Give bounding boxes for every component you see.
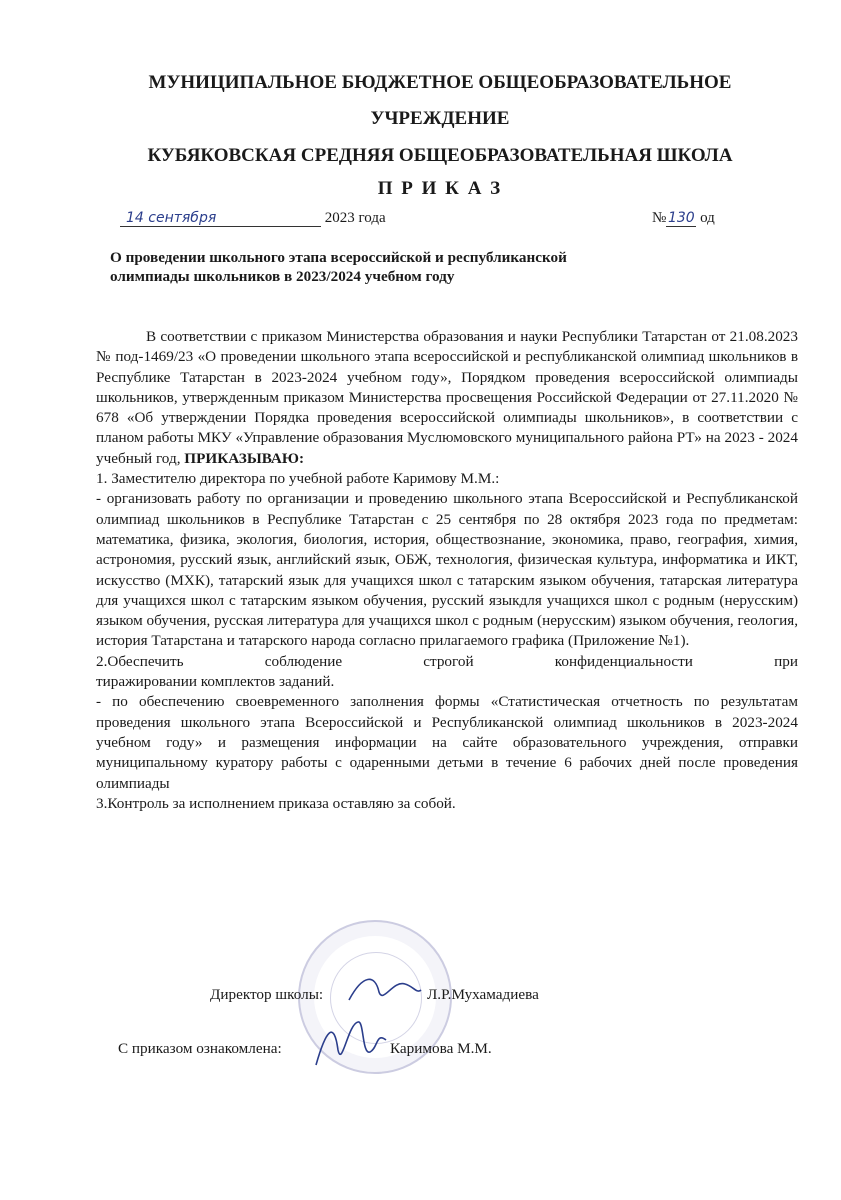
- order-date: [120, 210, 386, 227]
- item-1: 1. Заместителю директора по учебной работе Каримову М.М.:: [96, 470, 500, 488]
- director-label: Директор школы:: [210, 986, 324, 1003]
- handwritten-number: 130: [667, 210, 695, 226]
- order-word: ПРИКАЗЫВАЮ:: [184, 449, 305, 467]
- item-2-text: - по обеспечению своевременного заполнения формы «Статистическая отчетность по результатам проведения школьного этапа Всероссийской и Республиканской олимпиад школьников в 2023-2024 учебном году» и размещения информации на сайте образовательного учреждения, отправки муниципальному куратору работы с одаренными детьми в течение 6 рабочих дней после проведения олимпиады: [96, 693, 798, 792]
- header-school-name: КУБЯКОВСКАЯ СРЕДНЯЯ ОБЩЕОБРАЗОВАТЕЛЬНАЯ ШКОЛА: [147, 145, 733, 166]
- document-title: П Р И К А З: [377, 178, 503, 199]
- acquainted-label: С приказом ознакомлена:: [118, 1040, 282, 1057]
- number-suffix: од: [700, 210, 715, 226]
- date-year: 2023 года: [324, 210, 386, 226]
- header-line-2: УЧРЕЖДЕНИЕ: [370, 108, 510, 129]
- item-3: 3.Контроль за исполнением приказа оставляю за собой.: [96, 794, 456, 812]
- director-signature: [345, 970, 425, 1010]
- acquainted-name: Каримова М.М.: [390, 1040, 492, 1057]
- intro-text: В соответствии с приказом Министерства образования и науки Республики Татарстан от 21.08.2023 № под-1469/23 «О проведении школьного этапа всероссийской и республиканской олимпиад школьников в Республике Татарстан в 2023-2024 учебном году», Порядком проведения всероссийской олимпиады школьников, утвержденным приказом Министерства просвещения Российской Федерации от 27.11.2020 № 678 «Об утверждении Порядка проведения всероссийской олимпиады школьников», в соответствии с планом работы МКУ «Управление образования Муслюмовского муниципального района РТ» на 2023 - 2024 учебный год,: [96, 328, 798, 467]
- director-name: Л.Р.Мухамадиева: [427, 986, 539, 1003]
- order-number: [652, 210, 715, 227]
- number-sign: №: [652, 210, 667, 226]
- header-line-1: МУНИЦИПАЛЬНОЕ БЮДЖЕТНОЕ ОБЩЕОБРАЗОВАТЕЛЬНОЕ: [148, 72, 732, 93]
- order-subject: О проведении школьного этапа всероссийской и республиканской олимпиады школьников в 2023/2024 учебном году: [110, 249, 567, 285]
- acquainted-signature: [312, 1010, 392, 1080]
- intro-paragraph: [96, 327, 798, 469]
- order-body: [96, 327, 798, 814]
- item-1-text: - организовать работу по организации и проведению школьного этапа Всероссийской и Республиканской олимпиад школьников в Республике Татарстан с 25 сентября по 28 октября 2023 года по предметам: математика, физика, экология, биология, история, обществознание, экономика, право, география, химия, астрономия, русский язык, английский язык, ОБЖ, технология, физическая культура, информатика и ИКТ, искусство (МХК), татарский язык для учащихся школ с татарским языком обучения, татарская литература для учащихся школ с татарским языком обучения, русский языкдля учащихся школ с родным (нерусским) языком обучения, русская литература для учащихся школ с родным (нерусским) языком обучения, геология, история Татарстана и татарского народа согласно прилагаемого графика (Приложение №1).: [96, 490, 798, 650]
- item-2-tail: тиражировании комплектов заданий.: [96, 673, 335, 691]
- handwritten-date: 14 сентября: [120, 210, 321, 227]
- item-2-head: 2.Обеспечить соблюдение строгой конфиденциальности при: [96, 652, 798, 670]
